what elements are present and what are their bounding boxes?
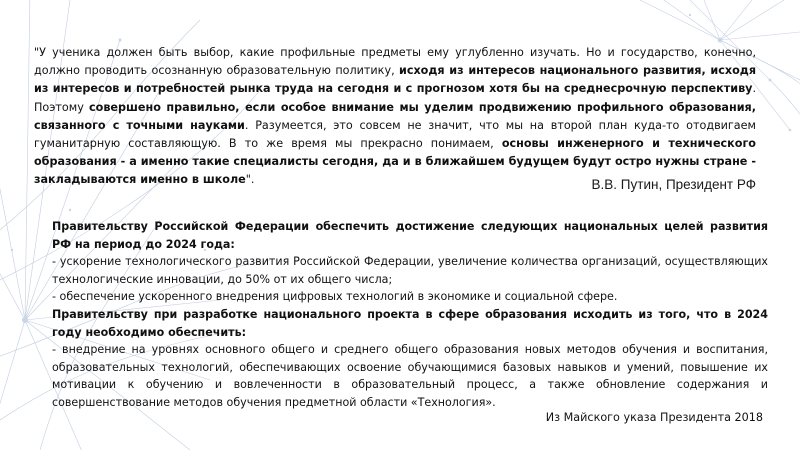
quote-text: . Поэтому [34, 82, 756, 114]
decree-source: Из Майского указа Президента 2018 [545, 411, 763, 424]
quote-emphasis: совершено правильно, если особое внимание мы уделим продвижению профильного образования, связанного с точными науками [34, 100, 756, 132]
quote-emphasis: основы инженерного и технического образования - а именно такие специалисты сегодня, да и в ближайшем будущем будут остро нужны стране - закладываются именно в школе [34, 137, 756, 187]
quote-emphasis: исходя из интересов национального развития, исходя из интересов и потребностей рынка труда на сегодня и с прогнозом хотя бы на среднесрочную перспективу [34, 64, 757, 96]
quote-text: ". [245, 173, 255, 187]
decree-heading-text: Правительству Российской Федерации обеспечить достижение следующих национальных целей развития РФ на период до 2024 года: [52, 220, 768, 251]
quote-author: В.В. Путин, Президент РФ [591, 177, 756, 192]
quote-text: . Разумеется, это совсем не значит, что мы на второй план куда-то отодвигаем гуманитарную составляющую. В то же время мы прекрасно понимаем, [34, 118, 756, 151]
decree-heading [52, 306, 768, 341]
decree-item: - ускорение технологического развития Российской Федерации, увеличение количества организаций, осуществляющих технологические инновации, до 50% от их общего числа; [52, 255, 768, 286]
decree-heading-text: Правительству при разработке национального проекта в сфере образования исходить из того, что в 2024 году необходимо обеспечить: [52, 307, 768, 339]
decree-item: - внедрение на уровнях основного общего и среднего общего образования новых методов обучения и воспитания, образовательных технологий, обеспечивающих освоение обучающимися базовых навыков и умений, повышение их мотивации к обучению и вовлеченности в образовательный процесс, а также обновление содержания и совершенствование методов обучения предметной области «Технология». [52, 343, 768, 409]
decree-item: - обеспечение ускоренного внедрения цифровых технологий в экономике и социальной сфере. [52, 290, 618, 304]
quote-text: "У ученика должен быть выбор, какие профильные предметы ему углубленно изучать. Но и государство, конечно, должно проводить осознанную образовательную политику, [34, 46, 756, 78]
putin-quote [34, 44, 756, 190]
may-decree-excerpt [52, 218, 768, 412]
decree-heading [52, 218, 768, 253]
